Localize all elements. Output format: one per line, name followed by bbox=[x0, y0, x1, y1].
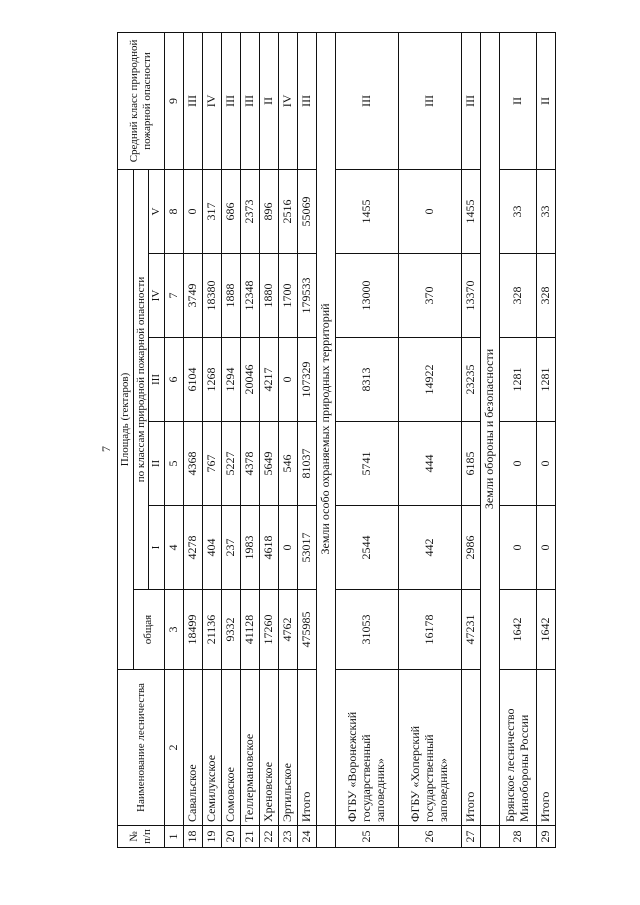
cell-total: 18499 bbox=[183, 590, 202, 670]
cell-c4: 370 bbox=[398, 254, 461, 338]
cell-total: 4762 bbox=[278, 590, 297, 670]
cell-name: ФГБУ «Воронежский государственный заповедник» bbox=[335, 670, 398, 826]
cell-c5: 33 bbox=[536, 169, 555, 253]
table-row bbox=[536, 32, 555, 847]
table-row bbox=[221, 32, 240, 847]
col-number: 5 bbox=[164, 422, 183, 506]
cell-c3: 6104 bbox=[183, 338, 202, 422]
block-defense-lands bbox=[499, 32, 555, 847]
column-numbers-row bbox=[164, 32, 183, 847]
cell-c3: 23235 bbox=[461, 338, 480, 422]
cell-total: 9332 bbox=[221, 590, 240, 670]
cell-c5: 1455 bbox=[461, 169, 480, 253]
cell-total: 16178 bbox=[398, 590, 461, 670]
cell-c5: 317 bbox=[202, 169, 221, 253]
cell-c4: 13000 bbox=[335, 254, 398, 338]
cell-c2: 5649 bbox=[259, 422, 278, 506]
cell-c2: 0 bbox=[536, 422, 555, 506]
col-number: 6 bbox=[164, 338, 183, 422]
col-number: 9 bbox=[164, 32, 183, 169]
cell-num: 28 bbox=[499, 826, 536, 848]
table-row bbox=[499, 32, 536, 847]
cell-c5: 686 bbox=[221, 169, 240, 253]
block-protected-areas bbox=[335, 32, 480, 847]
cell-c5: 55069 bbox=[297, 169, 316, 253]
cell-name: Брянское лесничество Минобороны России bbox=[499, 670, 536, 826]
cell-c4: 1700 bbox=[278, 254, 297, 338]
cell-c1: 4278 bbox=[183, 506, 202, 590]
cell-avg: IV bbox=[278, 32, 297, 169]
cell-name: Итого bbox=[461, 670, 480, 826]
cell-c1: 0 bbox=[278, 506, 297, 590]
header-avg-class: Средний класс природной пожарной опасности bbox=[118, 32, 165, 169]
cell-total: 31053 bbox=[335, 590, 398, 670]
col-number: 1 bbox=[164, 826, 183, 848]
cell-avg: II bbox=[499, 32, 536, 169]
cell-c4: 18380 bbox=[202, 254, 221, 338]
cell-name: Теллермановское bbox=[240, 670, 259, 826]
cell-num: 18 bbox=[183, 826, 202, 848]
cell-c5: 0 bbox=[398, 169, 461, 253]
header-name: Наименование лесничества bbox=[118, 670, 165, 826]
cell-name: Савальское bbox=[183, 670, 202, 826]
table-row bbox=[259, 32, 278, 847]
header-class-4: IV bbox=[149, 254, 165, 338]
cell-num: 23 bbox=[278, 826, 297, 848]
cell-c2: 0 bbox=[499, 422, 536, 506]
table-row bbox=[278, 32, 297, 847]
cell-num: 24 bbox=[297, 826, 316, 848]
cell-c2: 5741 bbox=[335, 422, 398, 506]
cell-c1: 442 bbox=[398, 506, 461, 590]
header-total: общая bbox=[133, 590, 164, 670]
cell-c3: 8313 bbox=[335, 338, 398, 422]
forest-fire-danger-table bbox=[117, 32, 556, 848]
cell-total: 17260 bbox=[259, 590, 278, 670]
cell-c3: 0 bbox=[278, 338, 297, 422]
table-row bbox=[398, 32, 461, 847]
rotated-page bbox=[117, 33, 627, 848]
cell-num: 19 bbox=[202, 826, 221, 848]
section-protected-areas: Земли особо охраняемых природных территорий bbox=[316, 32, 335, 825]
table-row bbox=[461, 32, 480, 847]
col-number: 7 bbox=[164, 254, 183, 338]
cell-avg: III bbox=[461, 32, 480, 169]
cell-c3: 14922 bbox=[398, 338, 461, 422]
cell-num: 20 bbox=[221, 826, 240, 848]
cell-c2: 4368 bbox=[183, 422, 202, 506]
table-row bbox=[202, 32, 221, 847]
cell-name: Итого bbox=[536, 670, 555, 826]
header-class-2: II bbox=[149, 422, 165, 506]
cell-c5: 2516 bbox=[278, 169, 297, 253]
cell-avg: III bbox=[297, 32, 316, 169]
col-number: 8 bbox=[164, 169, 183, 253]
cell-num: 27 bbox=[461, 826, 480, 848]
cell-c1: 0 bbox=[499, 506, 536, 590]
col-number: 2 bbox=[164, 670, 183, 826]
table-row bbox=[297, 32, 316, 847]
cell-c3: 1281 bbox=[499, 338, 536, 422]
cell-c2: 767 bbox=[202, 422, 221, 506]
cell-c1: 404 bbox=[202, 506, 221, 590]
cell-c1: 237 bbox=[221, 506, 240, 590]
cell-avg: III bbox=[335, 32, 398, 169]
cell-avg: III bbox=[240, 32, 259, 169]
cell-c1: 1983 bbox=[240, 506, 259, 590]
cell-avg: III bbox=[398, 32, 461, 169]
header-class-5: V bbox=[149, 169, 165, 253]
header-class-3: III bbox=[149, 338, 165, 422]
section-defense-lands: Земли обороны и безопасности bbox=[480, 32, 499, 825]
cell-name: Хреновское bbox=[259, 670, 278, 826]
cell-name: Сомовское bbox=[221, 670, 240, 826]
cell-c3: 20046 bbox=[240, 338, 259, 422]
cell-num: 26 bbox=[398, 826, 461, 848]
cell-avg: III bbox=[221, 32, 240, 169]
cell-total: 21136 bbox=[202, 590, 221, 670]
cell-c2: 5227 bbox=[221, 422, 240, 506]
cell-c2: 4378 bbox=[240, 422, 259, 506]
cell-c1: 0 bbox=[536, 506, 555, 590]
cell-c4: 179533 bbox=[297, 254, 316, 338]
cell-c2: 6185 bbox=[461, 422, 480, 506]
cell-c4: 328 bbox=[536, 254, 555, 338]
cell-name: Итого bbox=[297, 670, 316, 826]
cell-c1: 2544 bbox=[335, 506, 398, 590]
cell-num: 29 bbox=[536, 826, 555, 848]
table-row bbox=[240, 32, 259, 847]
header-area-group: Площадь (гектаров) bbox=[118, 169, 134, 669]
cell-c1: 53017 bbox=[297, 506, 316, 590]
header-by-class: по классам природной пожарной опасности bbox=[133, 169, 149, 589]
cell-total: 475985 bbox=[297, 590, 316, 670]
cell-avg: IV bbox=[202, 32, 221, 169]
cell-c5: 33 bbox=[499, 169, 536, 253]
cell-c4: 1880 bbox=[259, 254, 278, 338]
block-forestries bbox=[183, 32, 316, 847]
cell-num: 21 bbox=[240, 826, 259, 848]
cell-avg: II bbox=[536, 32, 555, 169]
col-number: 4 bbox=[164, 506, 183, 590]
cell-c1: 2986 bbox=[461, 506, 480, 590]
cell-c4: 1888 bbox=[221, 254, 240, 338]
cell-c4: 328 bbox=[499, 254, 536, 338]
cell-avg: III bbox=[183, 32, 202, 169]
cell-c2: 81037 bbox=[297, 422, 316, 506]
cell-c3: 1281 bbox=[536, 338, 555, 422]
cell-total: 41128 bbox=[240, 590, 259, 670]
cell-c2: 546 bbox=[278, 422, 297, 506]
cell-num: 25 bbox=[335, 826, 398, 848]
cell-c5: 2373 bbox=[240, 169, 259, 253]
cell-c3: 4217 bbox=[259, 338, 278, 422]
cell-c4: 12348 bbox=[240, 254, 259, 338]
cell-c3: 107329 bbox=[297, 338, 316, 422]
cell-total: 1642 bbox=[499, 590, 536, 670]
cell-c3: 1268 bbox=[202, 338, 221, 422]
table-row bbox=[183, 32, 202, 847]
cell-name: Эртильское bbox=[278, 670, 297, 826]
header-num: № п/п bbox=[118, 826, 165, 848]
cell-num: 22 bbox=[259, 826, 278, 848]
header-class-1: I bbox=[149, 506, 165, 590]
cell-name: ФГБУ «Хоперский государственный заповедник» bbox=[398, 670, 461, 826]
col-number: 3 bbox=[164, 590, 183, 670]
cell-c1: 4618 bbox=[259, 506, 278, 590]
cell-total: 1642 bbox=[536, 590, 555, 670]
cell-c5: 1455 bbox=[335, 169, 398, 253]
cell-c5: 896 bbox=[259, 169, 278, 253]
cell-c2: 444 bbox=[398, 422, 461, 506]
cell-c4: 3749 bbox=[183, 254, 202, 338]
cell-c5: 0 bbox=[183, 169, 202, 253]
table-row bbox=[335, 32, 398, 847]
cell-name: Семилукское bbox=[202, 670, 221, 826]
cell-c3: 1294 bbox=[221, 338, 240, 422]
cell-c4: 13370 bbox=[461, 254, 480, 338]
cell-avg: II bbox=[259, 32, 278, 169]
page-number: 7 bbox=[99, 446, 113, 452]
cell-total: 47231 bbox=[461, 590, 480, 670]
